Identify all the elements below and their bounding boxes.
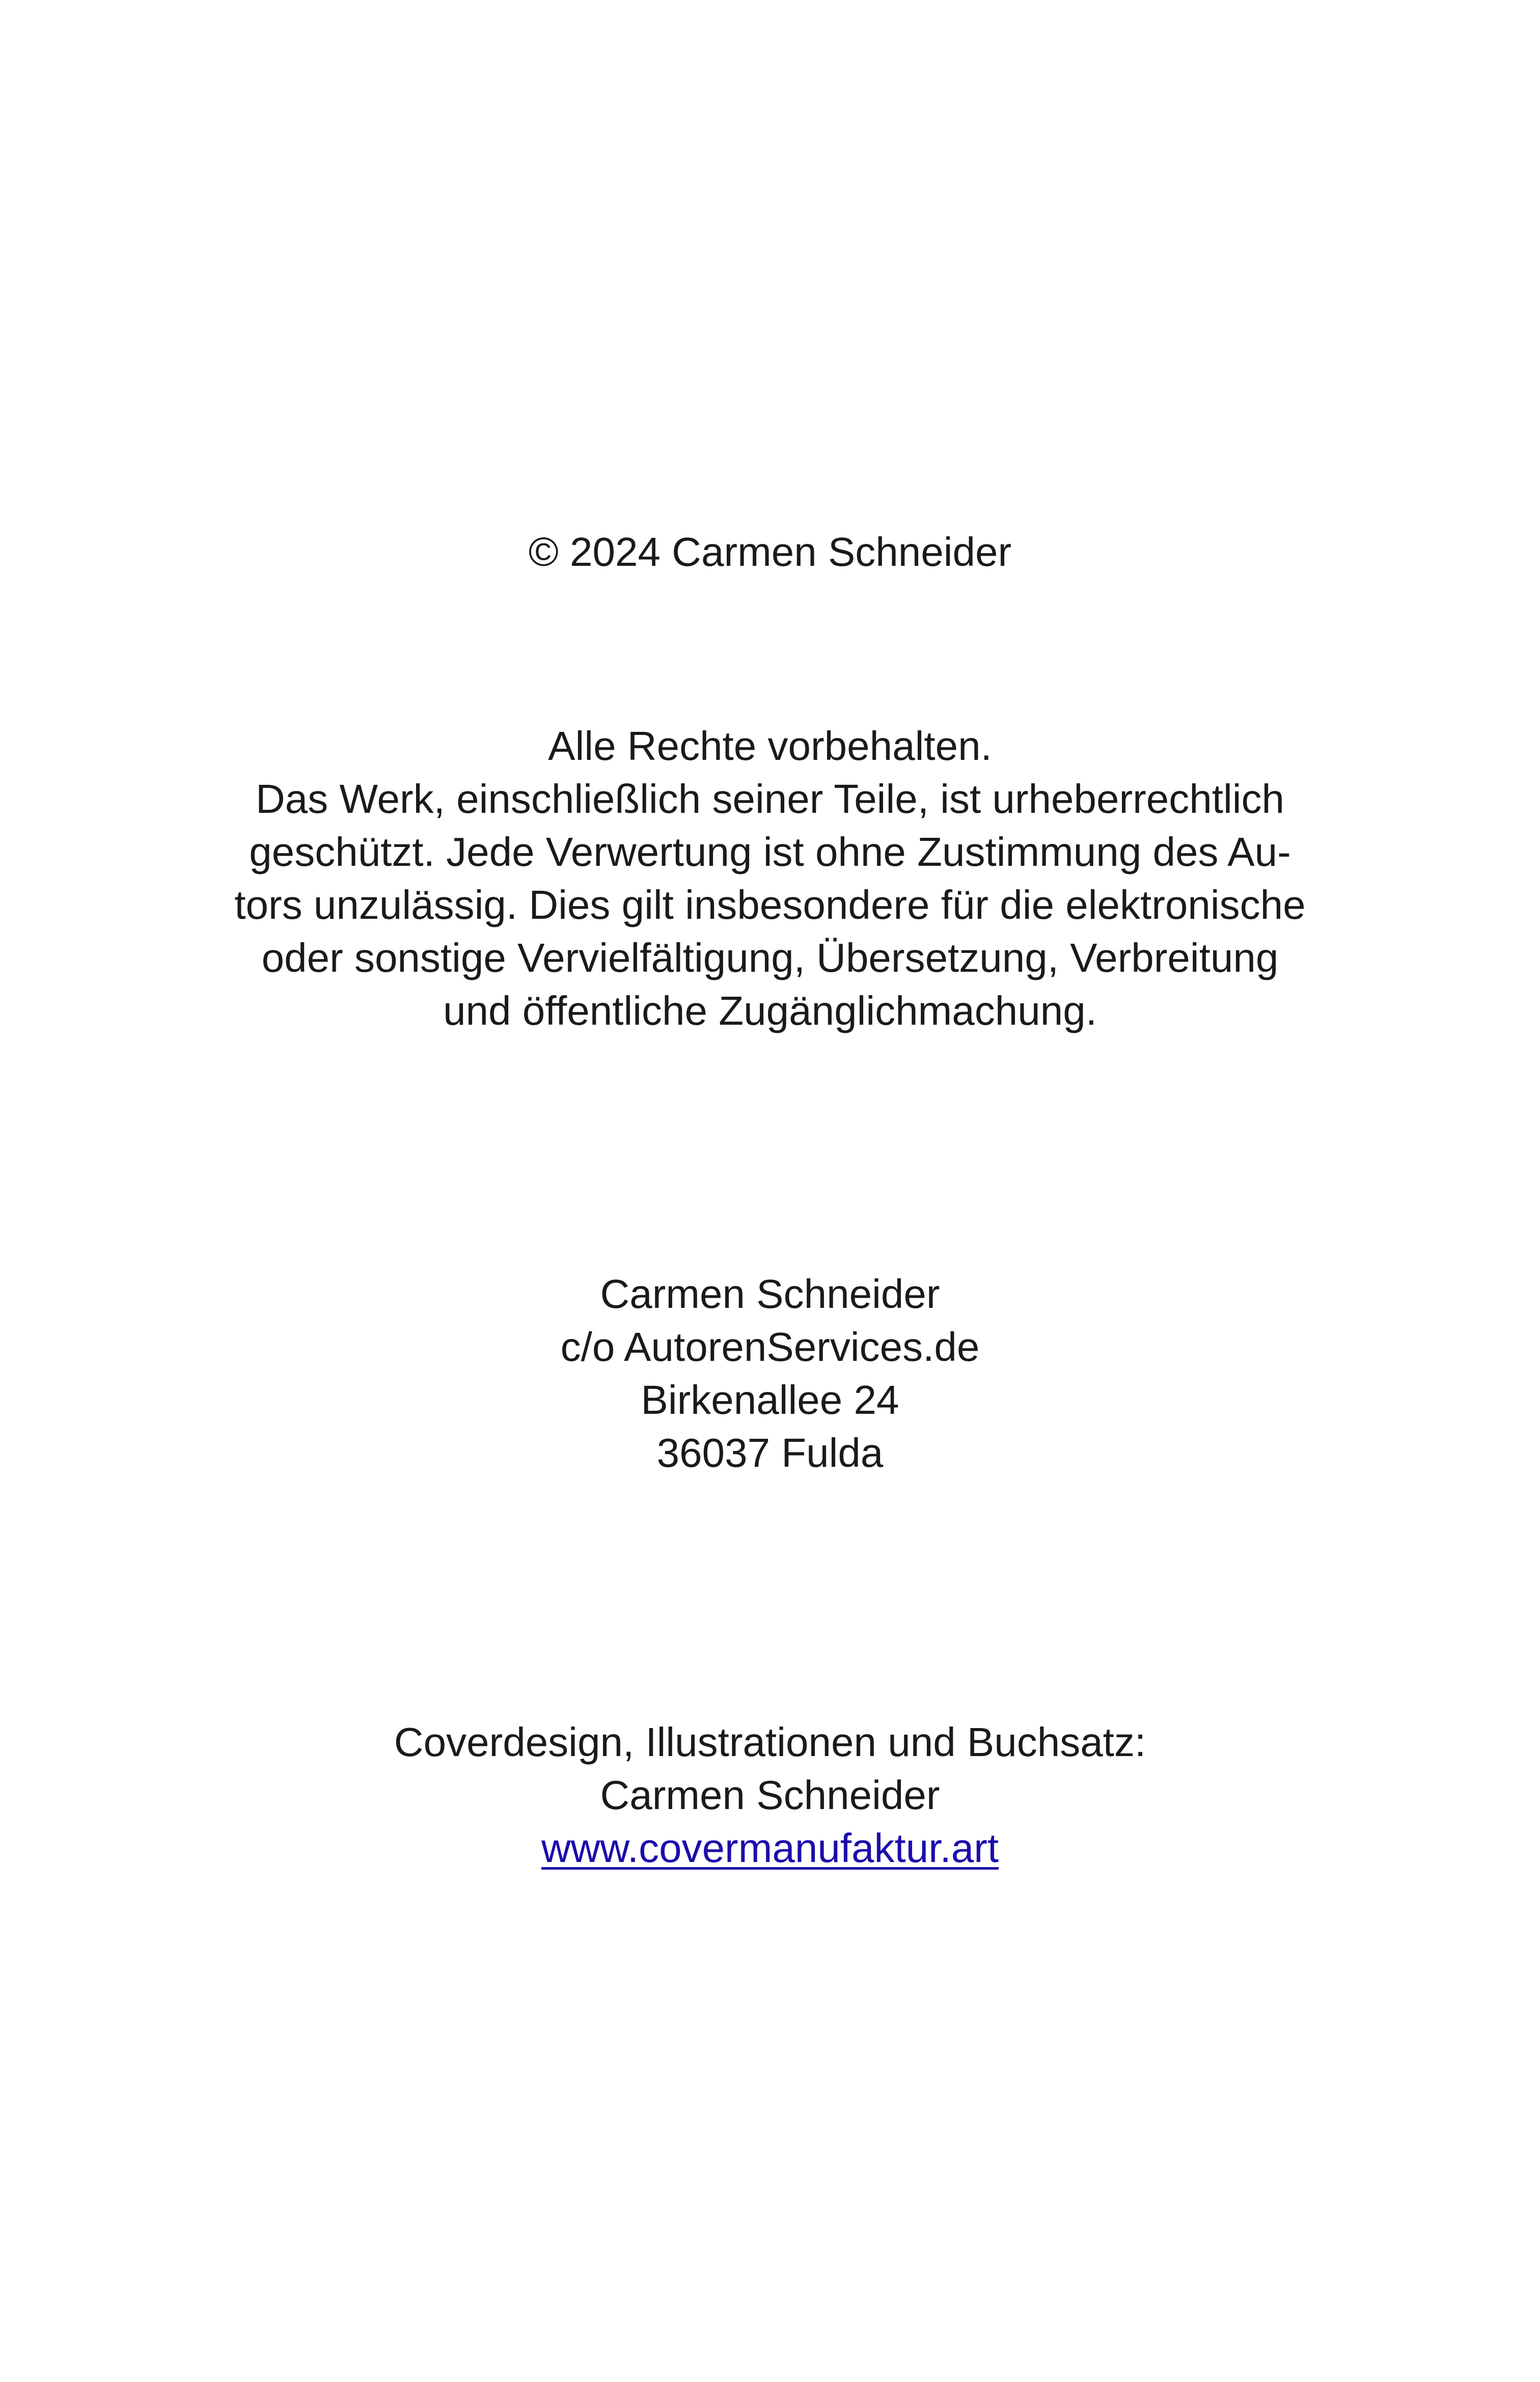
rights-statement [0, 720, 1540, 1037]
website-link[interactable]: www.covermanufaktur.art [541, 1825, 999, 1871]
credits-name: Carmen Schneider [600, 1772, 940, 1818]
address-street: Birkenallee 24 [641, 1377, 899, 1422]
copyright-line: © 2024 Carmen Schneider [528, 529, 1012, 574]
rights-line-4: tors unzulässig. Dies gilt insbesondere für die elektronische [234, 882, 1306, 927]
rights-line-6: und öffentliche Zugänglichmachung. [443, 988, 1097, 1033]
rights-line-2: Das Werk, einschließlich seiner Teile, ist urheberrechtlich [255, 776, 1285, 822]
author-address [0, 1268, 1540, 1480]
rights-line-1: Alle Rechte vorbehalten. [548, 723, 992, 769]
rights-line-3: geschützt. Jede Verwertung ist ohne Zustimmung des Au- [249, 829, 1291, 874]
design-credits [0, 1716, 1540, 1875]
address-city: 36037 Fulda [656, 1430, 884, 1475]
rights-line-5: oder sonstige Vervielfältigung, Übersetzung, Verbreitung [261, 935, 1279, 980]
copyright-notice [0, 526, 1540, 579]
address-care-of: c/o AutorenServices.de [560, 1324, 980, 1370]
address-name: Carmen Schneider [600, 1271, 940, 1317]
credits-label: Coverdesign, Illustrationen und Buchsatz: [394, 1719, 1146, 1765]
